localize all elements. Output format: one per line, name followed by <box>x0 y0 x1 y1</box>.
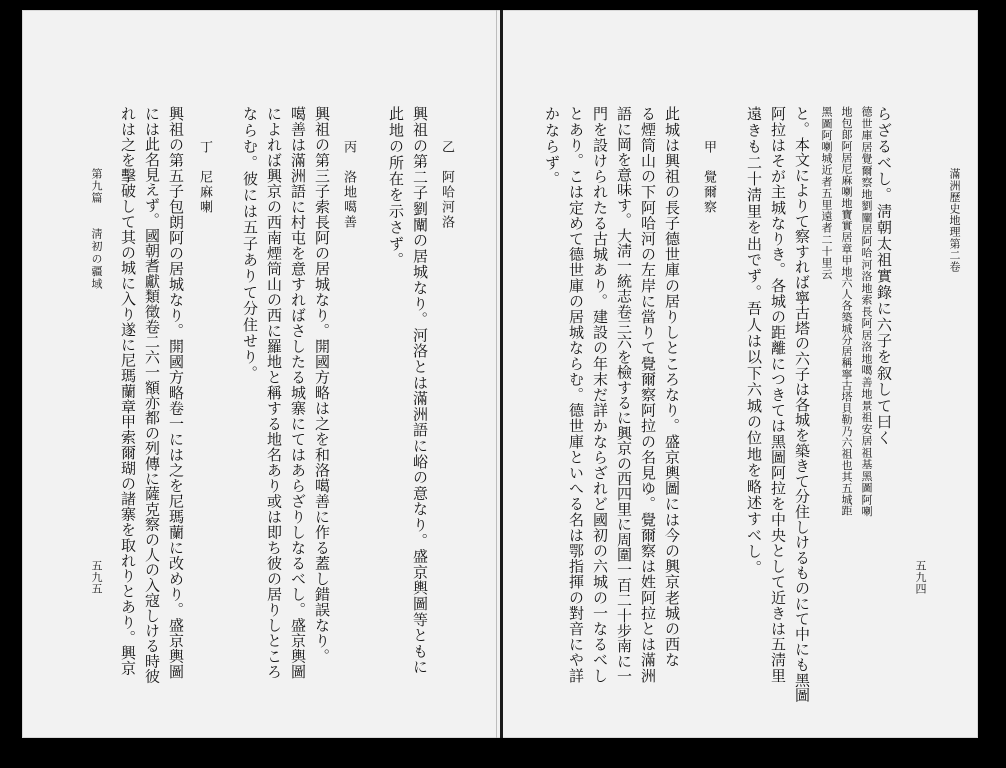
text-line: らざるべし。淸朝太祖實錄に六子を叙して曰く <box>875 106 893 447</box>
text-line: 門を設けられたる古城あり。建設の年末だ詳かならざれど國初の六城の一なるべし <box>591 106 609 684</box>
page-number-right: 五九四 <box>914 560 927 595</box>
text-line: 阿拉はそが主城なりき。各城の距離につきては黑圖阿拉を中央として近きは五淸里 <box>769 106 787 684</box>
text-line: 此城は興祖の長子德世庫の居りしところなり。盛京輿圖には今の興京老城の西な <box>663 106 681 668</box>
text-line: 興祖の第三子索長阿の居城なり。開國方略は之を和洛噶善に作る蓋し錯誤なり。 <box>313 106 331 664</box>
running-head-left-title: 淸初の疆域 <box>90 228 103 291</box>
text-line: によれば興京の西南煙筒山の西に羅地と稱する地名あり或は即ち彼の居りしところ <box>265 106 283 680</box>
text-line: 遠きも二十淸里を出でず。吾人は以下六城の位地を略述すべし。 <box>745 106 763 576</box>
left-page <box>22 10 502 738</box>
text-line: 黑圖阿喇城近者五里遠者二十里云 <box>820 106 833 280</box>
text-line: とあり。こは定めて德世庫の居城ならむ。德世庫といへる名は鄂指揮の對音にや詳 <box>567 106 585 684</box>
text-line: 噶善は滿洲語に村屯を意すればさしたる城寨にてはあらざりしなるべし。盛京輿圖 <box>289 106 307 680</box>
text-line: には此名見えず。國朝耆獻類徵卷二六一額亦都の列傳に薩克察の人の入寇しける時彼 <box>143 106 161 684</box>
text-line: 此地の所在を示さず。 <box>387 106 405 268</box>
section-heading-jia: 甲 覺爾察 <box>701 140 716 215</box>
text-line: る煙筒山の下阿哈河の左岸に當りて覺爾察阿拉の名見ゆ。覺爾察は姓阿拉とは滿洲 <box>639 106 657 684</box>
text-line: ならむ。彼には五子ありて分住せり。 <box>241 106 259 382</box>
text-line: 德世庫居覺爾察地劉闡居阿哈河洛地索長阿居洛地噶善地景祖安居祖基黑圖阿喇 <box>860 106 873 518</box>
text-line: 興祖の第五子包朗阿の居城なり。開國方略卷一には之を尼瑪蘭に改めり。盛京輿圖 <box>167 106 185 680</box>
running-head-right: 滿洲歷史地理第二卷 <box>948 168 961 273</box>
section-heading-ding: 丁 尼麻喇 <box>197 140 212 215</box>
left-page-edge <box>496 10 497 738</box>
page-number-left: 五九五 <box>90 560 103 595</box>
text-line: かならず。 <box>543 106 561 187</box>
section-heading-yi: 乙 阿哈河洛 <box>439 140 454 230</box>
section-heading-bing: 丙 洛地噶善 <box>341 140 356 230</box>
book-gutter <box>500 10 503 738</box>
text-line: 語に岡を意味す。大淸一統志卷三六を檢するに興京の西四里に周圍一百二十步南に一 <box>615 106 633 684</box>
running-head-left-chapter: 第九篇 <box>90 168 103 204</box>
text-line: 地包郞阿居尼麻喇地寶實居章甲地六人各築城分居稱寧古塔貝勒乃六祖也其五城距 <box>840 106 853 517</box>
text-line: と。本文によりて察すれば寧古塔の六子は各城を築きて分住しけるものにて中にも黑圖 <box>793 106 811 703</box>
text-line: 興祖の第二子劉闡の居城なり。河洛とは滿洲語に峪の意なり。盛京輿圖等ともに <box>411 106 429 675</box>
text-line: れは之を擊破して其の城に入り遂に尼瑪蘭章甲索爾瑚の諸寨を取れりとあり。興京 <box>119 106 137 676</box>
